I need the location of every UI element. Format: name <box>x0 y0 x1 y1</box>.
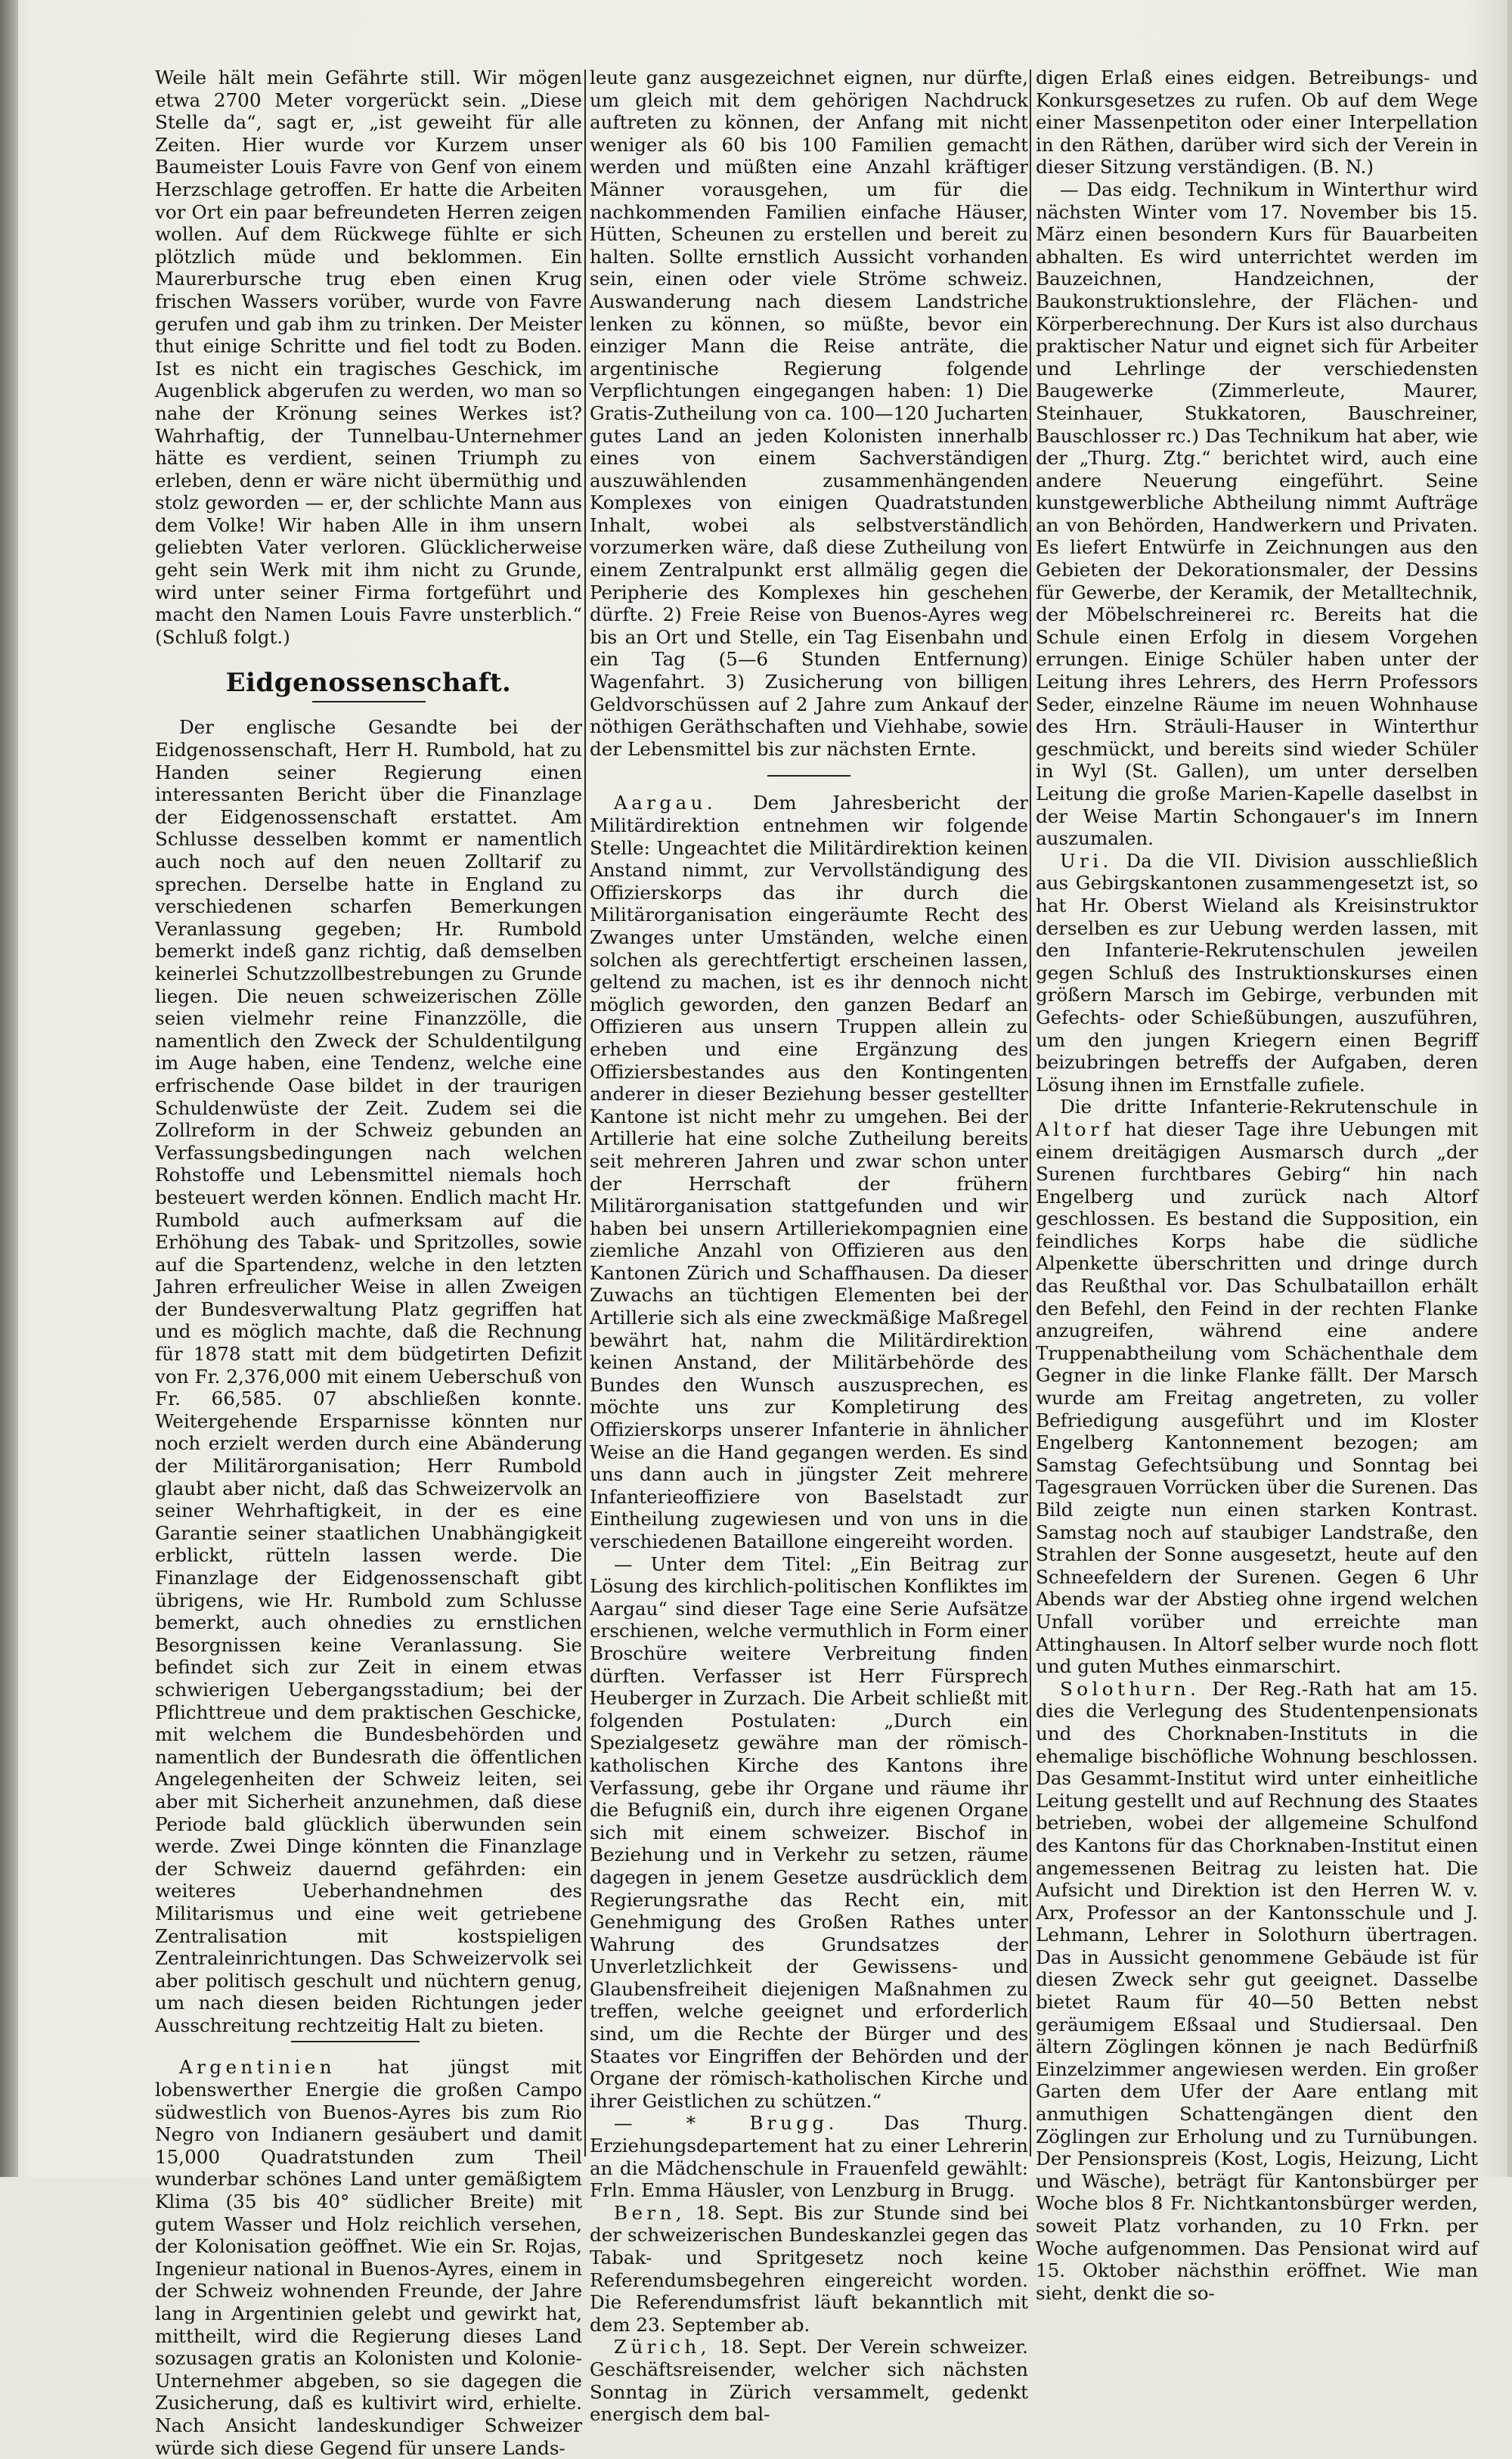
article-argentinien <box>155 2056 582 2459</box>
article-brugg-body: Das Thurg. Erziehungsdepartement hat zu einer Lehrerin an die Mädchenschule in Frauenfeld gewählt: Frln. Emma Häusler, von Lenzburg in Brugg. <box>590 2112 1028 2202</box>
separator-rule <box>767 775 850 777</box>
article-zuerich-body: 18. Sept. Der Verein schweizer. Geschäftsreisender, welcher sich nächsten Sonntag in Zürich versammelt, gedenkt energisch dem bal- <box>590 2336 1028 2426</box>
article-aargau-body: Dem Jahresbericht der Militärdirektion entnehmen wir folgende Stelle: Ungeachtet die Militärdirektion keinen Anstand nimmt, zur Vervollständigung des Offizierskorps das ihr durch die Militärorganisation eingeräumte Recht des Zwanges unter Umständen, welche einen solchen als gerechtfertigt erscheinen lassen, geltend zu machen, ist es ihr dennoch nicht möglich geworden, den ganzen Bedarf an Offizieren aus unsern Truppen allein zu erheben und eine Ergänzung des Offiziersbestandes aus den Kontingenten anderer in dieser Beziehung besser gestellter Kantone ist nicht mehr zu umgehen. Bei der Artillerie hat eine solche Zutheilung bereits seit mehreren Jahren und zwar schon unter der Herrschaft der frühern Militärorganisation stattgefunden und wir haben bei unsern Artilleriekompagnien eine ziemliche Anzahl von Offizieren aus den Kantonen Zürich und Schaffhausen. Da dieser Zuwachs an tüchtigen Elementen bei der Artillerie sich als eine zweckmäßige Maßregel bewährt hat, nahm die Militärdirektion keinen Anstand, der Militärbehörde des Bundes den Wunsch auszusprechen, es möchte uns zur Kompletirung des Offizierskorps unserer Infanterie in ähnlicher Weise an die Hand gegangen werden. Es sind uns dann auch in jüngster Zeit mehrere Infanterieoffiziere von Baselstadt zur Eintheilung zugewiesen und von uns in die verschiedenen Bataillone eingereiht worden. <box>590 792 1028 1552</box>
article-solothurn <box>1036 1678 1478 2305</box>
article-uri <box>1036 850 1478 1096</box>
column-divider-1 <box>584 70 586 2157</box>
article-aargau <box>590 792 1028 1552</box>
favre-article-conclusion: Weile hält mein Gefährte still. Wir mögen etwa 2700 Meter vorgerückt sein. „Diese Stelle da“, sagt er, „ist geweiht für alle Zeiten. Hier wurde vor Kurzem unser Baumeister Louis Favre von Genf von einem Herzschlage getroffen. Er hatte die Arbeiten vor Ort ein paar befreundeten Herren zeigen wollen. Auf dem Rückwege fühlte er sich plötzlich müde und beklommen. Ein Maurerbursche trug eben einen Krug frischen Wassers vorüber, wurde von Favre gerufen und gab ihm zu trinken. Der Meister thut einige Schritte und fiel todt zu Boden. Ist es nicht ein tragisches Geschick, im Augenblick abgerufen zu werden, wo man so nahe der Krönung seines Werkes ist? Wahrhaftig, der Tunnelbau-Unternehmer hätte es verdient, seinen Triumph zu erleben, denn er wäre nicht übermüthig und stolz geworden — er, der schlichte Mann aus dem Volke! Wir haben Alle in ihm unsern geliebten Vater verloren. Glücklicherweise geht sein Werk mit ihm nicht zu Grunde, wird unter seiner Firma fortgeführt und macht den Namen Louis Favre unsterblich.“ (Schluß folgt.) <box>155 67 582 648</box>
article-lead-solothurn: Solothurn. <box>1059 1677 1201 1700</box>
article-lead-zuerich: Zürich, <box>613 2336 711 2358</box>
article-aargau-konflikt: — Unter dem Titel: „Ein Beitrag zur Lösung des kirchlich-politischen Konfliktes im Aargau“ sind dieser Tage eine Serie Aufsätze erschienen, welche vermuthlich in Form einer Broschüre weitere Verbreitung finden dürften. Verfasser ist Herr Fürsprech Heuberger in Zurzach. Die Arbeit schließt mit folgenden Postulaten: „Durch ein Spezialgesetz gewähre man der römisch-katholischen Kirche des Kantons ihre Verfassung, gebe ihr Organe und räume ihr die Befugniß ein, durch ihre eigenen Organe sich mit einem schweizer. Bischof in Beziehung und in Verkehr zu setzen, räume dagegen in jenem Gesetze ausdrücklich dem Regierungsrathe das Recht ein, mit Genehmigung des Großen Rathes unter Wahrung des Grundsatzes der Unverletzlichkeit der Gewissens- und Glaubensfreiheit diejenigen Maßnahmen zu treffen, welche geeignet und erforderlich sind, um die Rechte der Bürger und des Staates vor Eingriffen der Behörden und der Organe der römisch-katholischen Kirche und ihrer Geistlichen zu schützen.“ <box>590 1552 1028 2112</box>
article-argentinien-body: hat jüngst mit lobenswerther Energie die großen Campo südwestlich von Buenos-Ayres bis zum Rio Negro von Indianern gesäubert und damit 15,000 Quadratstunden zum Theil wunderbar schönes Land unter gemäßigtem Klima (35 bis 40° südlicher Breite) mit gutem Wasser und Holz reichlich versehen, der Kolonisation geöffnet. Wie ein Sr. Rojas, Ingenieur national in Buenos-Ayres, einem in der Schweiz wohnenden Freunde, der Jahre lang in Argentinien gelebt und gewirkt hat, mittheilt, wird die Regierung dieses Land sozusagen gratis an Kolonisten und Kolonie-Unternehmer abgeben, so sie dagegen die Zusicherung, daß es kultivirt wird, erhielte. Nach Ansicht landeskundiger Schweizer würde sich diese Gegend für unsere Lands- <box>155 2056 582 2459</box>
column-1 <box>155 67 582 2459</box>
article-solothurn-body: Der Reg.-Rath hat am 15. dies die Verlegung des Studentenpensionats und des Chorknaben-Instituts in die ehemalige bischöfliche Wohnung beschlossen. Das Gesammt-Institut wird unter einheitliche Leitung gestellt und auf Rechnung des Staates betrieben, wobei der allgemeine Schulfond des Kantons für das Chorknaben-Institut einen angemessenen Beitrag zu leisten hat. Die Aufsicht und Direktion ist den Herren W. v. Arx, Professor an der Kantonsschule und J. Lehmann, Lehrer in Solothurn übertragen. Das in Aussicht genommene Gebäude ist für diesen Zweck sehr gut geeignet. Dasselbe bietet Raum für 40—50 Betten nebst geräumigem Eßsaal und Studiersaal. Den ältern Zöglingen können je nach Bedürfniß Einzelzimmer angewiesen werden. Ein großer Garten dem Ufer der Aare entlang mit anmuthigen Schattengängen dient den Zöglingen zur Erholung und zu Turnübungen. Der Pensionspreis (Kost, Logis, Heizung, Licht und Wäsche), beträgt für Kantonsbürger per Woche blos 8 Fr. Nichtkantonsbürger werden, soweit Platz vorhanden, zu 10 Frkn. per Woche aufgenommen. Das Pensionat wird auf 15. Oktober nächsthin eröffnet. Wie man sieht, denkt die so- <box>1036 1677 1479 2304</box>
article-lead-uri: Uri. <box>1059 849 1113 872</box>
binding-shadow <box>0 0 18 2177</box>
article-lead-brugg: — * Brugg. <box>613 2112 838 2135</box>
heading-rule <box>312 701 426 702</box>
column-divider-2 <box>1030 70 1031 2157</box>
article-altorf-intro: Die dritte Infanterie-Rekrutenschule in <box>1059 1096 1478 1118</box>
article-zuerich-continued: digen Erlaß eines eidgen. Betreibungs- und Konkursgesetzes zu rufen. Ob auf dem Wege einer Massenpetiton oder einer Interpellation in den Räthen, darüber wird sich der Verein in dieser Sitzung verständigen. (B. N.) <box>1036 67 1478 178</box>
separator-rule <box>291 2041 420 2042</box>
column-2 <box>590 67 1028 2426</box>
column-3 <box>1036 67 1479 2304</box>
article-technikum-winterthur: — Das eidg. Technikum in Winterthur wird nächsten Winter vom 17. November bis 15. März einen besondern Kurs für Bauarbeiten abhalten. Es wird unterrichtet werden im Bauzeichnen, Handzeichnen, der Baukonstruktionslehre, der Flächen- und Körperberechnung. Der Kurs ist also durchaus praktischer Natur und eignet sich für Arbeiter und Lehrlinge der verschiedensten Baugewerke (Zimmerleute, Maurer, Steinhauer, Stukkatoren, Bauschreiner, Bauschlosser rc.) Das Technikum hat aber, wie der „Thurg. Ztg.“ berichtet wird, auch eine andere Neuerung eingeführt. Seine kunstgewerbliche Abtheilung nimmt Aufträge an von Behörden, Handwerkern und Privaten. Es liefert Entwürfe in Zeichnungen aus den Gebieten der Dekorationsmaler, der Dessins für Gewerbe, der Keramik, der Metalltechnik, der Möbelschreinerei rc. Bereits hat die Schule einen Erfolg in diesem Vorgehen errungen. Einige Schüler haben unter der Leitung ihres Lehrers, des Herrn Professors Seder, einzelne Räume im neuen Wohnhause des Hrn. Sträuli-Hauser in Winterthur geschmückt, und bereits sind wieder Schüler in Wyl (St. Gallen), um unter derselben Leitung die große Marien-Kapelle daselbst in der Weise Martin Schongauer's im Innern auszumalen. <box>1036 178 1478 850</box>
article-bern <box>590 2202 1028 2337</box>
article-altorf-body: hat dieser Tage ihre Uebungen mit einem dreitägigen Ausmarsch durch „der Surenen furchtbares Gebirg“ hin nach Engelberg und zurück nach Altorf geschlossen. Es bestand die Supposition, ein feindliches Korps habe die südliche Alpenkette überschritten und dringe durch das Reußthal vor. Das Schulbataillon erhält den Befehl, den Feind in der rechten Flanke anzugreifen, während eine andere Truppenabtheilung vom Schächenthale dem Gegner in die linke Flanke fällt. Der Marsch wurde am Freitag angetreten, zu voller Befriedigung ausgeführt und im Kloster Engelberg Kantonnement bezogen; am Samstag Gefechtsübung und Sonntag bei Tagesgrauen Vorrücken über die Surenen. Das Bild zeigte nun einen starken Kontrast. Samstag noch auf staubiger Landstraße, den Strahlen der Sonne ausgesetzt, heute auf den Schneefeldern der Surenen. Gegen 6 Uhr Abends war der Abstieg ohne irgend welchen Unfall vorüber und erreichte man Attinghausen. In Altorf selber wurde noch flott und guten Muthes einmarschirt. <box>1036 1118 1478 1678</box>
article-lead-bern: Bern, <box>613 2201 686 2224</box>
page-edge <box>1507 0 1512 2177</box>
article-zuerich <box>590 2336 1028 2425</box>
article-lead-argentinien: Argentinien <box>178 2056 336 2079</box>
article-altorf <box>1036 1096 1478 1677</box>
article-lead-altorf: Altorf <box>1036 1118 1114 1140</box>
article-rumbold-report: Der englische Gesandte bei der Eidgenossenschaft, Herr H. Rumbold, hat zu Handen seiner Regierung einen interessanten Bericht über die Finanzlage der Eidgenossenschaft erstattet. Am Schlusse desselben kommt er namentlich auch noch auf den neuen Zolltarif zu sprechen. Derselbe hatte in England zu verschiedenen scharfen Bemerkungen Veranlassung gegeben; Hr. Rumbold bemerkt indeß ganz richtig, daß demselben keinerlei Schutzzollbestrebungen zu Grunde liegen. Die neuen schweizerischen Zölle seien vielmehr reine Finanzzölle, die namentlich den Zweck der Schuldentilgung im Auge haben, eine Tendenz, welche eine erfrischende Oase bildet in der traurigen Schuldenwüste der Zeit. Zudem sei die Zollreform in der Schweiz gebunden an Verfassungsbedingungen nach welchen Rohstoffe und Lebensmittel niemals hoch besteuert werden können. Endlich macht Hr. Rumbold auch aufmerksam auf die Erhöhung des Tabak- und Spritzolles, sowie auf die Spartendenz, welche in den letzten Jahren erfreulicher Weise in allen Zweigen der Bundesverwaltung Platz gegriffen hat und es möglich machte, daß die Rechnung für 1878 statt mit dem büdgetirten Defizit von Fr. 2,376,000 mit einem Ueberschuß von Fr. 66,585. 07 abschließen konnte. Weitergehende Ersparnisse könnten nur noch erzielt werden durch eine Abänderung der Militärorganisation; Herr Rumbold glaubt aber nicht, daß das Schweizervolk an seiner Wehrhaftigkeit, in der es eine Garantie seiner staatlichen Unabhängigkeit erblickt, rütteln lassen werde. Die Finanzlage der Eidgenossenschaft gibt übrigens, wie Hr. Rumbold zum Schlusse bemerkt, auch ohnedies zu ernstlichen Besorgnissen keine Veranlassung. Sie befindet sich zur Zeit in einem etwas schwierigen Uebergangsstadium; bei der Pflichttreue und dem praktischen Geschicke, mit welchem die Bundesbehörden und namentlich der Bundesrath die öffentlichen Angelegenheiten der Schweiz leiten, sei aber mit Sicherheit anzunehmen, daß diese Periode bald glücklich überwunden sein werde. Zwei Dinge könnten die Finanzlage der Schweiz dauernd gefährden: ein weiteres Ueberhandnehmen des Militarismus und eine weit getriebene Zentralisation mit kostspieligen Zentraleinrichtungen. Das Schweizervolk sei aber politisch geschult und nüchtern genug, um nach diesen beiden Richtungen jeder Ausschreitung rechtzeitig Halt zu bieten. <box>155 716 582 2036</box>
section-heading-eidgenossenschaft: Eidgenossenschaft. <box>225 668 512 699</box>
article-bern-body: 18. Sept. Bis zur Stunde sind bei der schweizerischen Bundeskanzlei gegen das Tabak- und Spritgesetz noch keine Referendumsbegehren eingereicht worden. Die Referendumsfrist läuft bekanntlich mit dem 23. September ab. <box>590 2201 1028 2336</box>
article-brugg <box>590 2112 1028 2201</box>
article-argentinien-continued: leute ganz ausgezeichnet eignen, nur dürfte, um gleich mit dem gehörigen Nachdruck auftreten zu können, der Anfang mit nicht weniger als 60 bis 100 Familien gemacht werden und müßten eine Anzahl kräftiger Männer vorausgehen, um für die nachkommenden Familien einfache Häuser, Hütten, Scheunen zu erstellen und bereit zu halten. Sollte ernstlich Aussicht vorhanden sein, einen oder viele Ströme schweiz. Auswanderung nach diesem Landstriche lenken zu können, so müßte, bevor ein einziger Mann die Reise anträte, die argentinische Regierung folgende Verpflichtungen eingegangen haben: 1) Die Gratis-Zutheilung von ca. 100—120 Jucharten gutes Land an jeden Kolonisten innerhalb eines von einem Sachverständigen auszuwählenden zusammenhängenden Komplexes von einigen Quadratstunden Inhalt, wobei als selbstverständlich vorzumerken wäre, daß diese Zutheilung von einem Zentralpunkt erst allmälig gegen die Peripherie des Komplexes hin geschehen dürfte. 2) Freie Reise von Buenos-Ayres weg bis an Ort und Stelle, ein Tag Eisenbahn und ein Tag (5—6 Stunden Entfernung) Wagenfahrt. 3) Zusicherung von billigen Geldvorschüssen auf 2 Jahre zum Ankauf der nöthigen Geräthschaften und Viehhabe, sowie der Lebensmittel bis zur nächsten Ernte. <box>590 67 1028 760</box>
article-uri-body: Da die VII. Division ausschließlich aus Gebirgskantonen zusammengesetzt ist, so hat Hr. Oberst Wieland als Kreisinstruktor derselben es zur Uebung werden lassen, mit den Infanterie-Rekrutenschulen jeweilen gegen Schluß des Instruktionskurses einen größern Marsch im Gebirge, verbunden mit Gefechts- oder Schießübungen, auszuführen, um den jungen Kriegern einen Begriff beizubringen betreffs der Aufgaben, deren Lösung ihnen im Ernstfalle zufiele. <box>1036 849 1478 1096</box>
article-lead-aargau: Aargau. <box>613 792 717 814</box>
